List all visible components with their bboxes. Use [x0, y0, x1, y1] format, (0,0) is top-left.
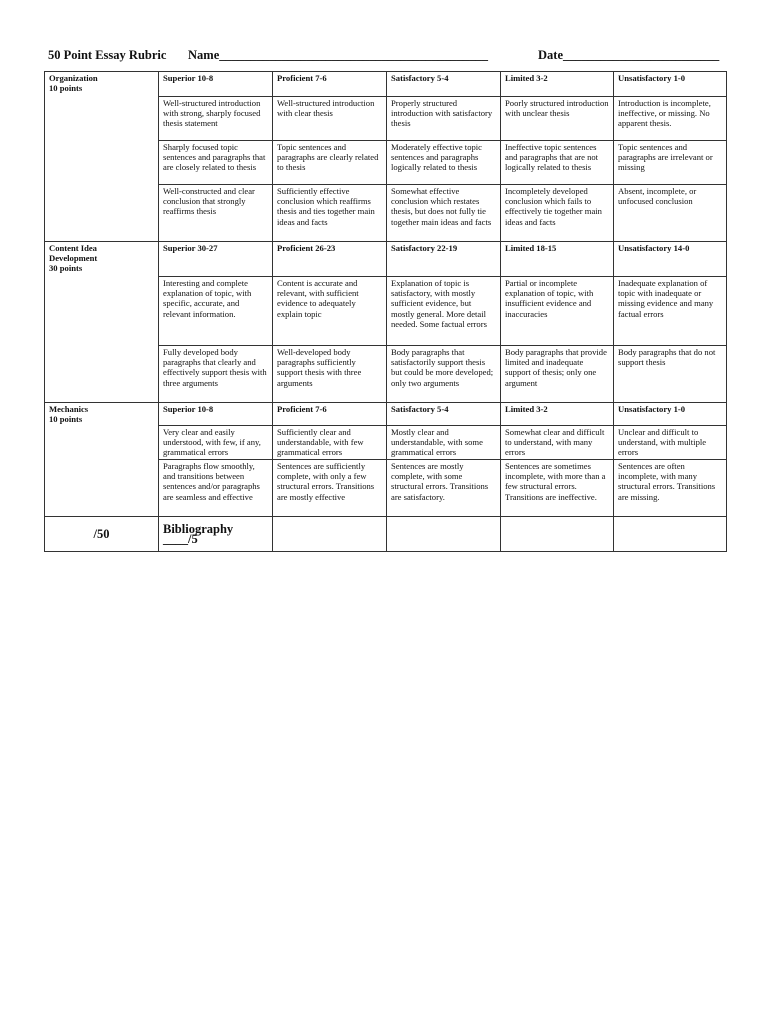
- criterion-cell: Well-structured introduction with strong, sharply focused thesis statement: [159, 97, 273, 141]
- level-header: Limited 3-2: [501, 403, 614, 426]
- level-header: Proficient 7-6: [273, 403, 387, 426]
- level-header: Satisfactory 22-19: [387, 242, 501, 277]
- level-header: Unsatisfactory 1-0: [614, 403, 727, 426]
- criterion-cell: Inadequate explanation of topic with inadequate or missing evidence and many factual errors: [614, 277, 727, 346]
- mechanics-label: Mechanics 10 points: [45, 403, 159, 517]
- criterion-cell: Unclear and difficult to understand, with multiple errors: [614, 426, 727, 460]
- total-score: /50: [45, 517, 159, 552]
- criterion-cell: Well-structured introduction with clear thesis: [273, 97, 387, 141]
- criterion-cell: Well-constructed and clear conclusion that strongly reaffirms thesis: [159, 185, 273, 242]
- organization-label: Organization 10 points: [45, 72, 159, 242]
- mechanics-header-row: [45, 403, 727, 426]
- bibliography-score: Bibliography ____/5: [159, 517, 273, 552]
- level-header: Superior 10-8: [159, 72, 273, 97]
- criterion-cell: Mostly clear and understandable, with some grammatical errors: [387, 426, 501, 460]
- rubric-header: [48, 48, 728, 66]
- criterion-cell: Content is accurate and relevant, with sufficient evidence to adequately explain topic: [273, 277, 387, 346]
- criterion-cell: Poorly structured introduction with unclear thesis: [501, 97, 614, 141]
- empty-cell: [387, 517, 501, 552]
- level-header: Satisfactory 5-4: [387, 72, 501, 97]
- criterion-cell: Fully developed body paragraphs that clearly and effectively support thesis with three arguments: [159, 346, 273, 403]
- name-field: Name___________________________________________: [188, 48, 488, 62]
- content-header-row: [45, 242, 727, 277]
- criterion-cell: Absent, incomplete, or unfocused conclusion: [614, 185, 727, 242]
- level-header: Limited 18-15: [501, 242, 614, 277]
- criterion-cell: Sufficiently effective conclusion which reaffirms thesis and ties together main ideas and facts: [273, 185, 387, 242]
- empty-cell: [273, 517, 387, 552]
- criterion-cell: Topic sentences and paragraphs are irrelevant or missing: [614, 141, 727, 185]
- rubric-table: [44, 71, 727, 552]
- criterion-cell: Somewhat clear and difficult to understand, with many errors: [501, 426, 614, 460]
- criterion-cell: Properly structured introduction with satisfactory thesis: [387, 97, 501, 141]
- criterion-cell: Ineffective topic sentences and paragraphs that are not logically related to thesis: [501, 141, 614, 185]
- criterion-cell: Introduction is incomplete, ineffective, or missing. No apparent thesis.: [614, 97, 727, 141]
- criterion-cell: Paragraphs flow smoothly, and transitions between sentences and/or paragraphs are seamless and effective: [159, 460, 273, 517]
- criterion-cell: Sufficiently clear and understandable, with few grammatical errors: [273, 426, 387, 460]
- level-header: Unsatisfactory 1-0: [614, 72, 727, 97]
- organization-header-row: [45, 72, 727, 97]
- score-row: [45, 517, 727, 552]
- criterion-cell: Body paragraphs that provide limited and inadequate support of thesis; only one argument: [501, 346, 614, 403]
- level-header: Superior 10-8: [159, 403, 273, 426]
- level-header: Proficient 26-23: [273, 242, 387, 277]
- criterion-cell: Interesting and complete explanation of topic, with specific, accurate, and relevant information.: [159, 277, 273, 346]
- rubric-title: 50 Point Essay Rubric: [48, 48, 167, 62]
- criterion-cell: Sentences are sometimes incomplete, with more than a few structural errors. Transitions are ineffective.: [501, 460, 614, 517]
- level-header: Proficient 7-6: [273, 72, 387, 97]
- criterion-cell: Body paragraphs that do not support thesis: [614, 346, 727, 403]
- level-header: Superior 30-27: [159, 242, 273, 277]
- criterion-cell: Sentences are often incomplete, with many structural errors. Transitions are missing.: [614, 460, 727, 517]
- criterion-cell: Moderately effective topic sentences and paragraphs logically related to thesis: [387, 141, 501, 185]
- date-field: Date_________________________: [538, 48, 720, 62]
- criterion-cell: Body paragraphs that satisfactorily support thesis but could be more developed; only two arguments: [387, 346, 501, 403]
- criterion-cell: Sentences are mostly complete, with some structural errors. Transitions are satisfactory.: [387, 460, 501, 517]
- criterion-cell: Explanation of topic is satisfactory, with mostly sufficient evidence, but mostly general. More detail needed. Some factual errors: [387, 277, 501, 346]
- criterion-cell: Incompletely developed conclusion which fails to effectively tie together main ideas and facts: [501, 185, 614, 242]
- level-header: Satisfactory 5-4: [387, 403, 501, 426]
- content-label: Content Idea Development 30 points: [45, 242, 159, 403]
- criterion-cell: Very clear and easily understood, with few, if any, grammatical errors: [159, 426, 273, 460]
- criterion-cell: Sharply focused topic sentences and paragraphs that are closely related to thesis: [159, 141, 273, 185]
- criterion-cell: Partial or incomplete explanation of topic, with insufficient evidence and inaccuracies: [501, 277, 614, 346]
- criterion-cell: Topic sentences and paragraphs are clearly related to thesis: [273, 141, 387, 185]
- criterion-cell: Sentences are sufficiently complete, with only a few structural errors. Transitions are mostly effective: [273, 460, 387, 517]
- criterion-cell: Well-developed body paragraphs sufficiently support thesis with three arguments: [273, 346, 387, 403]
- empty-cell: [501, 517, 614, 552]
- level-header: Unsatisfactory 14-0: [614, 242, 727, 277]
- criterion-cell: Somewhat effective conclusion which restates thesis, but does not fully tie together main ideas and facts: [387, 185, 501, 242]
- level-header: Limited 3-2: [501, 72, 614, 97]
- empty-cell: [614, 517, 727, 552]
